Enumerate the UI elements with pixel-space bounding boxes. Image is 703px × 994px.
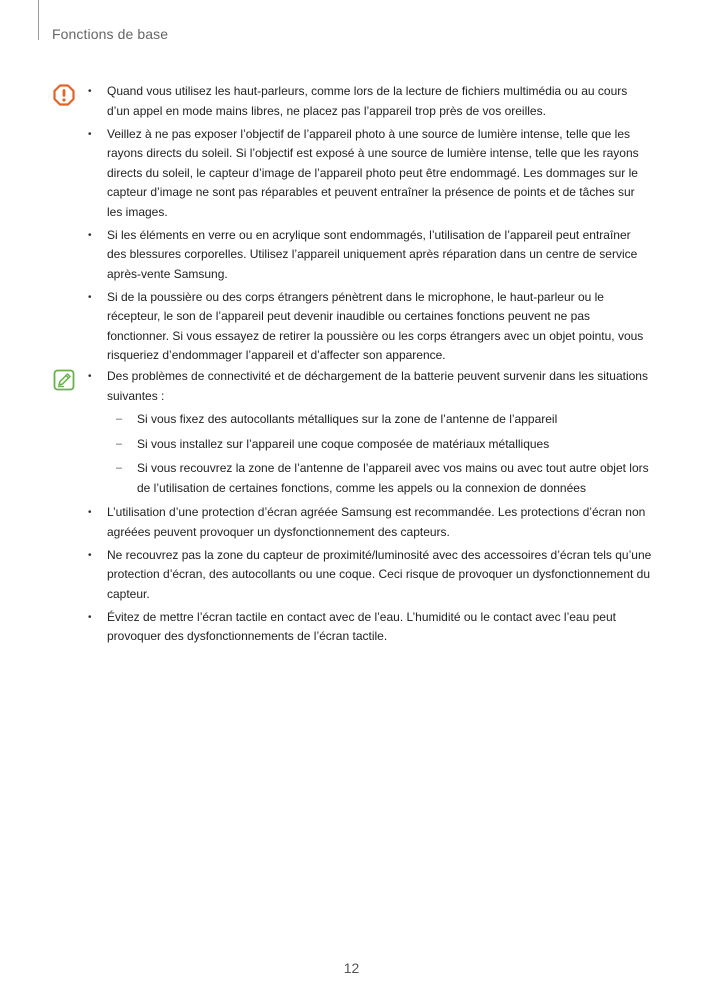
- caution-item: [88, 82, 652, 121]
- caution-list: [88, 82, 652, 369]
- note-list: [88, 367, 652, 650]
- note-subitem-text: Si vous fixez des autocollants métalliques sur la zone de l’antenne de l’appareil: [137, 412, 558, 426]
- caution-item: [88, 226, 652, 285]
- page-number: 12: [343, 960, 360, 976]
- caution-item-text: Veillez à ne pas exposer l’objectif de l’appareil photo à une source de lumière intense, telle que les rayons directs du soleil. Si l’objectif est exposé à une source de lumière intense, telle que les rayons directs du soleil, le capteur d’image de l’appareil photo peut être endommagé. Les dommages sur le capteur d’image ne sont pas réparables et peuvent entraîner la présence de points et de tâches sur les images.: [107, 126, 639, 219]
- bullet-icon: •: [88, 229, 92, 241]
- bullet-icon: •: [88, 549, 92, 561]
- bullet-icon: •: [88, 371, 92, 382]
- note-item: [88, 608, 652, 647]
- bullet-icon: •: [88, 128, 92, 140]
- note-item: [88, 546, 652, 605]
- caution-item: [88, 288, 652, 366]
- bullet-icon: •: [88, 291, 92, 303]
- note-subitem: [107, 435, 652, 455]
- caution-icon: [53, 84, 75, 106]
- dash-icon: –: [116, 462, 123, 474]
- caution-item-text: Quand vous utilisez les haut-parleurs, comme lors de la lecture de fichiers multimédia ou au cours d’un appel en mode mains libres, ne placez pas l’appareil trop près de vos oreilles.: [107, 84, 628, 118]
- note-item: [88, 503, 652, 542]
- note-item-text: L’utilisation d’une protection d’écran agréée Samsung est recommandée. Les protections d’écran non agréées peuvent provoquer un dysfonctionnement des capteurs.: [107, 505, 646, 539]
- note-item-text: Des problèmes de connectivité et de déchargement de la batterie peuvent survenir dans les situations suivantes :: [107, 369, 648, 403]
- bullet-icon: •: [88, 507, 92, 518]
- bullet-icon: •: [88, 86, 92, 97]
- caution-item-text: Si de la poussière ou des corps étrangers pénètrent dans le microphone, le haut-parleur ou le récepteur, le son de l’appareil peut devenir inaudible ou certaines fonctions peuvent ne pas fonctionner. Si vous essayez de retirer la poussière ou les corps étrangers avec un objet pointu, vous risqueriez d’endommager l’appareil et d’affecter son apparence.: [107, 289, 644, 362]
- section-title: Fonctions de base: [52, 26, 169, 42]
- note-subitem: [107, 410, 652, 430]
- bullet-icon: •: [88, 611, 92, 623]
- note-subitem: [107, 459, 652, 498]
- dash-icon: –: [116, 437, 123, 450]
- note-item-text: Ne recouvrez pas la zone du capteur de proximité/luminosité avec des accessoires d’écran tels qu’une protection d’écran, des autocollants ou une coque. Ceci risque de provoquer un dysfonctionnement du capteur.: [107, 547, 652, 601]
- caution-item: [88, 125, 652, 223]
- note-subitem-text: Si vous recouvrez la zone de l’antenne de l’appareil avec vos mains ou avec tout autre objet lors de l’utilisation de certaines fonctions, comme les appels ou la connexion de données: [137, 461, 649, 495]
- note-item-text: Évitez de mettre l’écran tactile en contact avec de l’eau. L’humidité ou le contact avec l’eau peut provoquer des dysfonctionnements de l’écran tactile.: [107, 609, 616, 643]
- note-sublist: [107, 410, 652, 498]
- caution-item-text: Si les éléments en verre ou en acrylique sont endommagés, l’utilisation de l’appareil peut entraîner des blessures corporelles. Utilisez l’appareil uniquement après réparation dans un centre de service après-vente Samsung.: [107, 227, 638, 281]
- header-divider: [38, 0, 39, 40]
- note-subitem-text: Si vous installez sur l’appareil une coque composée de matériaux métalliques: [137, 436, 550, 451]
- note-item: [88, 367, 652, 498]
- note-pencil-icon: [53, 369, 75, 391]
- dash-icon: –: [116, 413, 123, 425]
